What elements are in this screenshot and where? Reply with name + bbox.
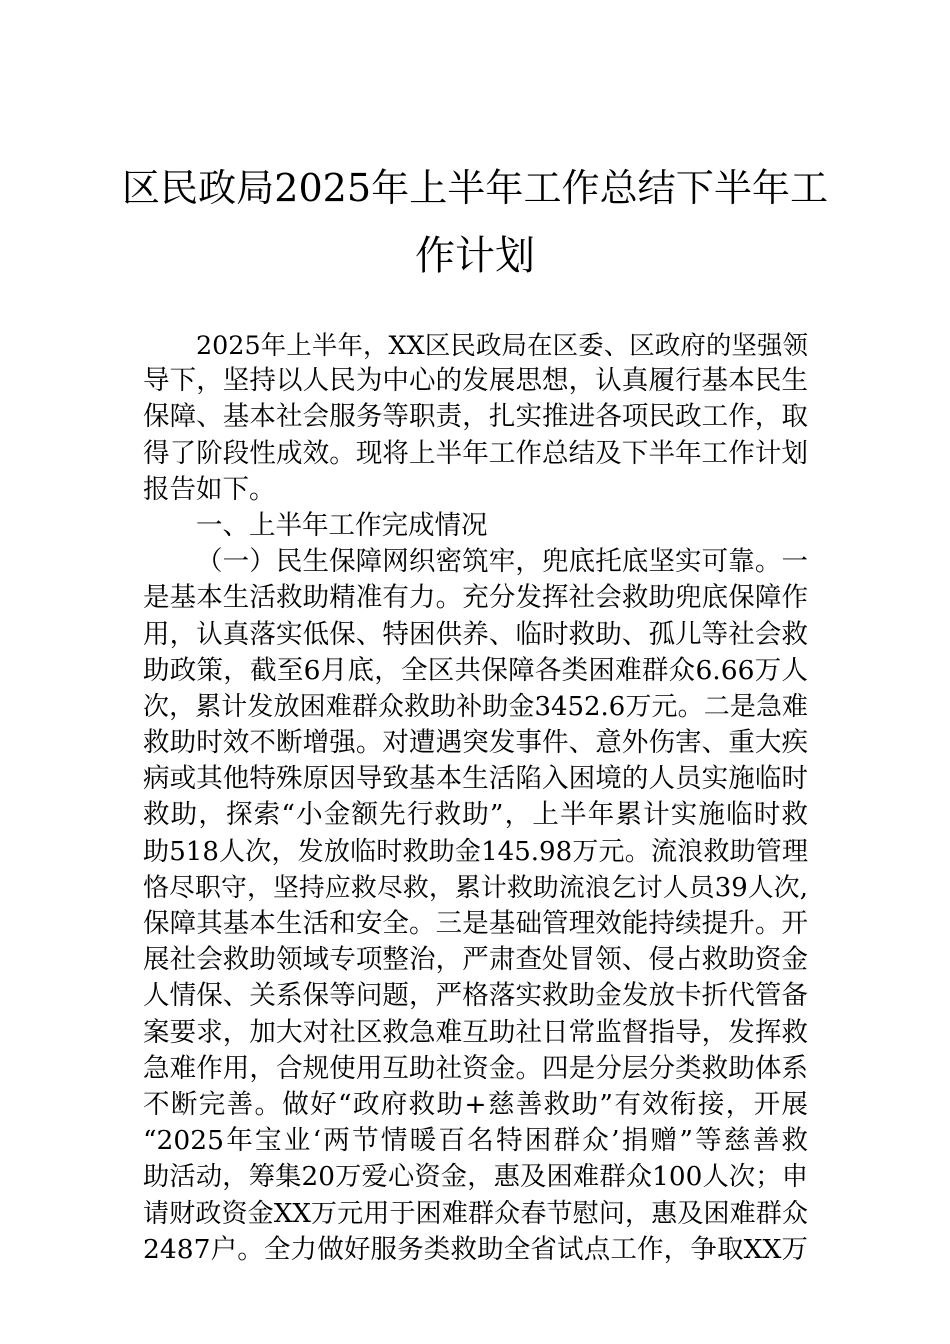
paragraph-line: 请财政资金XX万元用于困难群众春节慰问，惠及困难群众	[143, 1198, 808, 1229]
paragraph-line: 次，累计发放困难群众救助补助金3452.6万元。二是急难	[143, 691, 808, 722]
paragraph-line: 病或其他特殊原因导致基本生活陷入困境的人员实施临时	[143, 763, 808, 795]
section-heading: 一、上半年工作完成情况	[196, 509, 488, 541]
paragraph-line: 报告如下。	[143, 473, 276, 505]
paragraph-line: 助518人次，发放临时救助金145.98万元。流浪救助管理	[143, 836, 808, 867]
paragraph-line: 不断完善。做好“政府救助+慈善救助”有效衔接，开展	[143, 1088, 808, 1120]
paragraph-line: 案要求，加大对社区救急难互助社日常监督指导，发挥救	[143, 1016, 808, 1048]
paragraph-line: 救助，探索“小金额先行救助”，上半年累计实施临时救	[143, 799, 808, 831]
paragraph-line: 2487户。全力做好服务类救助全省试点工作，争取XX万	[143, 1233, 808, 1265]
paragraph-line: 保障、基本社会服务等职责，扎实推进各项民政工作，取	[143, 401, 808, 433]
paragraph-line: 得了阶段性成效。现将上半年工作总结及下半年工作计划	[143, 437, 808, 469]
paragraph-line: 恪尽职守，坚持应救尽救，累计救助流浪乞讨人员39人次,	[143, 872, 808, 903]
paragraph-line: 用，认真落实低保、特困供养、临时救助、孤儿等社会救	[143, 618, 808, 650]
paragraph-line: 人情保、关系保等问题，严格落实救助金发放卡折代管备	[143, 980, 808, 1012]
paragraph-line: 展社会救助领域专项整治，严肃查处冒领、侵占救助资金	[143, 944, 808, 976]
document-body	[143, 327, 808, 1268]
paragraph-line: 导下，坚持以人民为中心的发展思想，认真履行基本民生	[143, 365, 808, 397]
paragraph-line: 是基本生活救助精准有力。充分发挥社会救助兜底保障作	[143, 582, 808, 614]
paragraph-line: 保障其基本生活和安全。三是基础管理效能持续提升。开	[143, 908, 808, 939]
document-title-line-1: 区民政局2025年上半年工作总结下半年工	[121, 166, 829, 210]
paragraph-line: （一）民生保障网织密筑牢，兜底托底坚实可靠。一	[196, 546, 808, 578]
paragraph-line: 2025年上半年，XX区民政局在区委、区政府的坚强领	[196, 330, 808, 360]
paragraph-line: “2025年宝业‘两节情暖百名特困群众’捐赠”等慈善救	[143, 1125, 808, 1157]
paragraph-line: 助活动，筹集20万爱心资金，惠及困难群众100人次；申	[143, 1162, 808, 1193]
paragraph-line: 助政策，截至6月底，全区共保障各类困难群众6.66万人	[143, 654, 808, 686]
document-title-line-2: 作计划	[415, 233, 535, 279]
paragraph-line: 急难作用，合规使用互助社资金。四是分层分类救助体系	[143, 1052, 808, 1084]
paragraph-line: 救助时效不断增强。对遭遇突发事件、意外伤害、重大疾	[143, 727, 808, 759]
